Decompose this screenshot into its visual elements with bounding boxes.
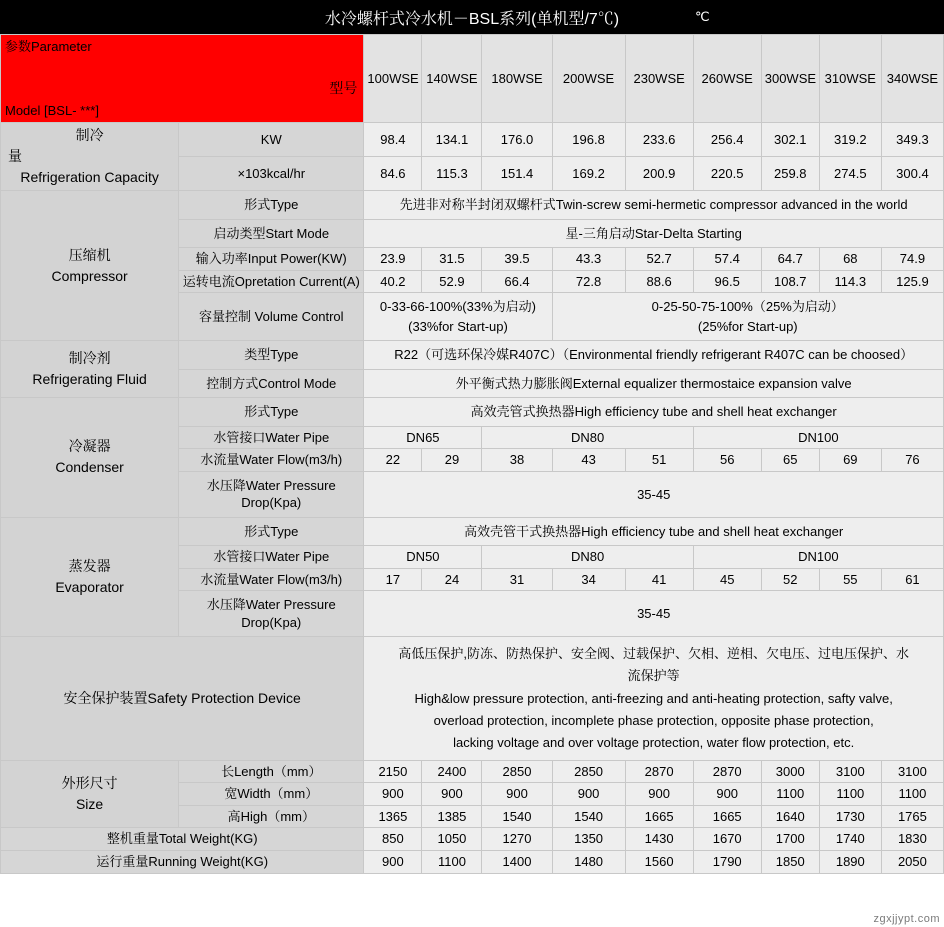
volume-control-left-l1: 0-33-66-100%(33%为启动)	[379, 299, 536, 315]
running-weight-3: 1480	[552, 851, 625, 874]
row-label-width: 宽Width（mm）	[179, 783, 364, 806]
group-size	[1, 760, 179, 828]
group-refrigeration-capacity-cn1: 制冷	[75, 127, 104, 144]
group-refrigeration-capacity-en: Refrigeration Capacity	[20, 169, 159, 186]
table-row	[1, 123, 944, 157]
model-col-0: 100WSE	[364, 35, 422, 123]
group-refrigeration-capacity-cn2: 量	[8, 148, 22, 165]
safety-line-0: 高低压保护,防冻、防热保护、安全阀、过载保护、欠相、逆相、欠电压、过电压保护、水	[398, 646, 909, 662]
row-label-cond-flow: 水流量Water Flow(m3/h)	[179, 449, 364, 472]
group-condenser-cn: 冷凝器	[68, 438, 111, 455]
model-label: Model [BSL- ***]	[5, 102, 99, 118]
input-power-8: 74.9	[881, 248, 943, 271]
width-2: 900	[482, 783, 552, 806]
width-7: 1100	[819, 783, 881, 806]
parameter-label: 参数Parameter	[5, 39, 92, 54]
current-1: 52.9	[422, 270, 482, 293]
model-col-1: 140WSE	[422, 35, 482, 123]
width-4: 900	[625, 783, 693, 806]
evap-flow-7: 55	[819, 568, 881, 591]
group-refrigerating-fluid-cn: 制冷剂	[68, 350, 111, 367]
evap-flow-1: 24	[422, 568, 482, 591]
high-1: 1385	[422, 805, 482, 828]
table-header-row	[1, 35, 944, 123]
evap-pipe-1: DN80	[482, 546, 693, 569]
high-2: 1540	[482, 805, 552, 828]
input-power-2: 39.5	[482, 248, 552, 271]
row-label-current-text: 运转电流Opretation Current(A)	[182, 273, 360, 289]
safety-line-4: lacking voltage and over voltage protection, water flow protection, etc.	[453, 734, 855, 750]
high-0: 1365	[364, 805, 422, 828]
cond-flow-4: 51	[625, 449, 693, 472]
total-weight-8: 1830	[881, 828, 943, 851]
table-row	[1, 828, 944, 851]
current-7: 114.3	[819, 270, 881, 293]
running-weight-1: 1100	[422, 851, 482, 874]
current-2: 66.4	[482, 270, 552, 293]
safety-line-1: 流保护等	[627, 668, 680, 684]
input-power-0: 23.9	[364, 248, 422, 271]
cond-flow-5: 56	[693, 449, 761, 472]
group-size-cn: 外形尺寸	[61, 775, 118, 792]
model-col-7: 310WSE	[819, 35, 881, 123]
row-label-safety: 安全保护装置Safety Protection Device	[1, 637, 364, 760]
high-3: 1540	[552, 805, 625, 828]
cond-flow-3: 43	[552, 449, 625, 472]
current-3: 72.8	[552, 270, 625, 293]
cond-drop-value: 35-45	[364, 471, 944, 517]
current-6: 108.7	[761, 270, 819, 293]
group-refrigeration-capacity	[1, 123, 179, 191]
row-label-start-mode: 启动类型Start Mode	[179, 219, 364, 248]
cond-flow-2: 38	[482, 449, 552, 472]
length-6: 3000	[761, 760, 819, 783]
width-1: 900	[422, 783, 482, 806]
control-mode-value: 外平衡式热力膨胀阀External equalizer thermostaice expansion valve	[364, 369, 944, 398]
volume-control-right	[552, 293, 943, 341]
kw-5: 256.4	[693, 123, 761, 157]
length-7: 3100	[819, 760, 881, 783]
start-mode-value: 星-三角启动Star-Delta Starting	[364, 219, 944, 248]
running-weight-2: 1400	[482, 851, 552, 874]
kw-6: 302.1	[761, 123, 819, 157]
row-label-evap-pipe: 水管接口Water Pipe	[179, 546, 364, 569]
kw-4: 233.6	[625, 123, 693, 157]
model-col-3: 200WSE	[552, 35, 625, 123]
total-weight-3: 1350	[552, 828, 625, 851]
input-power-3: 43.3	[552, 248, 625, 271]
watermark: zgxjjypt.com	[873, 913, 940, 925]
row-label-evap-type: 形式Type	[179, 517, 364, 546]
cond-flow-1: 29	[422, 449, 482, 472]
length-8: 3100	[881, 760, 943, 783]
evap-drop-value: 35-45	[364, 591, 944, 637]
width-8: 1100	[881, 783, 943, 806]
input-power-1: 31.5	[422, 248, 482, 271]
row-label-length: 长Length（mm）	[179, 760, 364, 783]
group-evaporator-en: Evaporator	[55, 579, 124, 596]
row-label-cond-drop: 水压降Water Pressure Drop(Kpa)	[179, 471, 364, 517]
width-3: 900	[552, 783, 625, 806]
width-0: 900	[364, 783, 422, 806]
kcal-6: 259.8	[761, 157, 819, 191]
evap-pipe-0: DN50	[364, 546, 482, 569]
volume-control-left	[364, 293, 552, 341]
running-weight-4: 1560	[625, 851, 693, 874]
table-row	[1, 191, 944, 220]
kw-3: 196.8	[552, 123, 625, 157]
total-weight-5: 1670	[693, 828, 761, 851]
evap-flow-4: 41	[625, 568, 693, 591]
input-power-4: 52.7	[625, 248, 693, 271]
evap-pipe-2: DN100	[693, 546, 943, 569]
total-weight-6: 1700	[761, 828, 819, 851]
cond-pipe-0: DN65	[364, 426, 482, 449]
kw-8: 349.3	[881, 123, 943, 157]
row-label-comp-type: 形式Type	[179, 191, 364, 220]
running-weight-0: 900	[364, 851, 422, 874]
high-6: 1640	[761, 805, 819, 828]
running-weight-6: 1850	[761, 851, 819, 874]
cond-flow-8: 76	[881, 449, 943, 472]
cond-flow-0: 22	[364, 449, 422, 472]
total-weight-4: 1430	[625, 828, 693, 851]
input-power-7: 68	[819, 248, 881, 271]
row-label-volume-control: 容量控制 Volume Control	[179, 293, 364, 341]
volume-control-left-l2: (33%for Start-up)	[408, 318, 508, 334]
refrigerant-type-value: R22（可选环保冷媒R407C）（Environmental friendly refrigerant R407C can be choosed）	[364, 341, 944, 370]
length-1: 2400	[422, 760, 482, 783]
evap-type-value: 高效壳管干式换热器High efficiency tube and shell heat exchanger	[364, 517, 944, 546]
high-8: 1765	[881, 805, 943, 828]
group-evaporator-cn: 蒸发器	[68, 558, 111, 575]
volume-control-right-l2: (25%for Start-up)	[697, 318, 798, 334]
row-label-running-weight: 运行重量Running Weight(KG)	[1, 851, 364, 874]
length-3: 2850	[552, 760, 625, 783]
model-col-4: 230WSE	[625, 35, 693, 123]
row-label-control-mode: 控制方式Control Mode	[179, 369, 364, 398]
group-compressor-cn: 压缩机	[68, 246, 111, 263]
model-col-8: 340WSE	[881, 35, 943, 123]
model-col-2: 180WSE	[482, 35, 552, 123]
current-8: 125.9	[881, 270, 943, 293]
kw-1: 134.1	[422, 123, 482, 157]
table-row	[1, 341, 944, 370]
volume-control-right-l1: 0-25-50-75-100%（25%为启动）	[651, 299, 844, 315]
spec-table	[0, 34, 944, 874]
evap-flow-2: 31	[482, 568, 552, 591]
length-4: 2870	[625, 760, 693, 783]
running-weight-7: 1890	[819, 851, 881, 874]
row-label-kw: KW	[179, 123, 364, 157]
cond-flow-6: 65	[761, 449, 819, 472]
total-weight-7: 1740	[819, 828, 881, 851]
kw-2: 176.0	[482, 123, 552, 157]
evap-flow-6: 52	[761, 568, 819, 591]
length-0: 2150	[364, 760, 422, 783]
evap-flow-3: 34	[552, 568, 625, 591]
total-weight-2: 1270	[482, 828, 552, 851]
row-label-evap-drop: 水压降Water Pressure Drop(Kpa)	[179, 591, 364, 637]
group-evaporator	[1, 517, 179, 637]
total-weight-0: 850	[364, 828, 422, 851]
table-row	[1, 637, 944, 760]
high-7: 1730	[819, 805, 881, 828]
input-power-6: 64.7	[761, 248, 819, 271]
row-label-evap-flow: 水流量Water Flow(m3/h)	[179, 568, 364, 591]
row-label-total-weight: 整机重量Total Weight(KG)	[1, 828, 364, 851]
kcal-0: 84.6	[364, 157, 422, 191]
evap-flow-8: 61	[881, 568, 943, 591]
cond-type-value: 高效壳管式换热器High efficiency tube and shell heat exchanger	[364, 398, 944, 427]
total-weight-1: 1050	[422, 828, 482, 851]
evap-flow-0: 17	[364, 568, 422, 591]
safety-line-3: overload protection, incomplete phase protection, opposite phase protection,	[433, 712, 874, 728]
kcal-1: 115.3	[422, 157, 482, 191]
safety-value	[364, 637, 944, 760]
model-word: 型号	[329, 80, 358, 97]
high-5: 1665	[693, 805, 761, 828]
group-refrigerating-fluid	[1, 341, 179, 398]
title-unit: ℃	[695, 9, 710, 24]
kcal-8: 300.4	[881, 157, 943, 191]
row-label-cond-pipe: 水管接口Water Pipe	[179, 426, 364, 449]
row-label-cond-type: 形式Type	[179, 398, 364, 427]
evap-flow-5: 45	[693, 568, 761, 591]
kcal-2: 151.4	[482, 157, 552, 191]
group-compressor	[1, 191, 179, 341]
group-condenser	[1, 398, 179, 518]
width-5: 900	[693, 783, 761, 806]
row-label-current	[179, 270, 364, 293]
group-refrigerating-fluid-en: Refrigerating Fluid	[32, 371, 147, 388]
group-compressor-en: Compressor	[51, 267, 128, 284]
kcal-4: 200.9	[625, 157, 693, 191]
row-label-high: 高High（mm）	[179, 805, 364, 828]
table-row	[1, 760, 944, 783]
group-condenser-en: Condenser	[55, 459, 124, 476]
group-size-en: Size	[75, 796, 104, 813]
page-title	[0, 0, 944, 34]
current-4: 88.6	[625, 270, 693, 293]
kcal-5: 220.5	[693, 157, 761, 191]
kw-7: 319.2	[819, 123, 881, 157]
row-label-input-power: 输入功率Input Power(KW)	[179, 248, 364, 271]
table-row	[1, 398, 944, 427]
page-title-text: 水冷螺杆式冷水机－BSL系列(单机型/7℃)	[324, 10, 620, 28]
running-weight-5: 1790	[693, 851, 761, 874]
safety-line-2: High&low pressure protection, anti-freezing and anti-heating protection, safty valve,	[414, 690, 893, 706]
cond-pipe-1: DN80	[482, 426, 693, 449]
model-col-5: 260WSE	[693, 35, 761, 123]
width-6: 1100	[761, 783, 819, 806]
kcal-7: 274.5	[819, 157, 881, 191]
high-4: 1665	[625, 805, 693, 828]
input-power-5: 57.4	[693, 248, 761, 271]
table-row	[1, 851, 944, 874]
length-2: 2850	[482, 760, 552, 783]
model-col-6: 300WSE	[761, 35, 819, 123]
current-5: 96.5	[693, 270, 761, 293]
parameter-model-header	[1, 35, 364, 123]
current-0: 40.2	[364, 270, 422, 293]
table-row	[1, 517, 944, 546]
row-label-refrigerant-type: 类型Type	[179, 341, 364, 370]
row-label-kcal: ×103kcal/hr	[179, 157, 364, 191]
running-weight-8: 2050	[881, 851, 943, 874]
comp-type-value: 先进非对称半封闭双螺杆式Twin-screw semi-hermetic compressor advanced in the world	[364, 191, 944, 220]
cond-pipe-2: DN100	[693, 426, 943, 449]
kw-0: 98.4	[364, 123, 422, 157]
cond-flow-7: 69	[819, 449, 881, 472]
kcal-3: 169.2	[552, 157, 625, 191]
length-5: 2870	[693, 760, 761, 783]
